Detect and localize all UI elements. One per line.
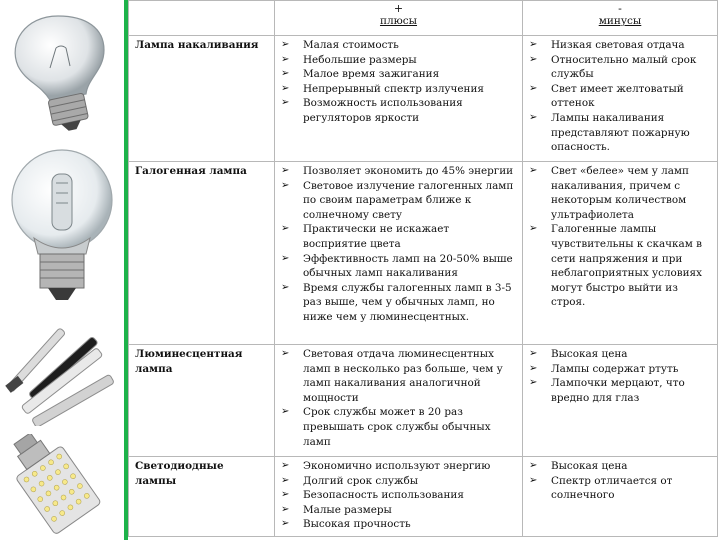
table-row bbox=[129, 36, 718, 162]
list-item: ➢ Время службы галогенных ламп в 3-5 раз выше, чем у обычных ламп, но ниже чем у люминесцентных. bbox=[281, 281, 516, 325]
pros-cell bbox=[275, 457, 523, 537]
list-item: ➢ Эффективность ламп на 20-50% выше обычных ламп накаливания bbox=[281, 252, 516, 281]
list-item: ➢ Экономично используют энергию bbox=[281, 459, 516, 474]
lamp-name: Светодиодные лампы bbox=[129, 457, 275, 537]
pros-header: плюсы bbox=[379, 15, 418, 27]
list-item: ➢ Лампы содержат ртуть bbox=[529, 362, 711, 377]
list-item: ➢ Спектр отличается от солнечного bbox=[529, 474, 711, 503]
lamp-name: Лампа накаливания bbox=[129, 36, 275, 162]
pros-cell bbox=[275, 345, 523, 457]
table-row bbox=[129, 345, 718, 457]
list-item: ➢ Относительно малый срок службы bbox=[529, 53, 711, 82]
list-item: ➢ Возможность использования регуляторов яркости bbox=[281, 96, 516, 125]
table-row bbox=[129, 162, 718, 345]
list-item: ➢ Высокая цена bbox=[529, 347, 711, 362]
lamp-name: Люминесцентная лампа bbox=[129, 345, 275, 457]
list-item: ➢ Галогенные лампы чувствительны к скачкам в сети напряжения и при неблагоприятных условиях могут быстро выйти из строя. bbox=[529, 222, 711, 310]
list-item: ➢ Высокая прочность bbox=[281, 517, 516, 532]
list-item: ➢ Низкая световая отдача bbox=[529, 38, 711, 53]
list-item: ➢ Непрерывный спектр излучения bbox=[281, 82, 516, 97]
cons-cell bbox=[523, 162, 718, 345]
cons-header-cell bbox=[523, 1, 718, 36]
pros-cell bbox=[275, 36, 523, 162]
list-item: ➢ Малые размеры bbox=[281, 503, 516, 518]
list-item: ➢ Высокая цена bbox=[529, 459, 711, 474]
cons-cell bbox=[523, 345, 718, 457]
list-item: ➢ Свет «белее» чем у ламп накаливания, причем с некоторым количеством ультрафиолета bbox=[529, 164, 711, 222]
cons-cell bbox=[523, 36, 718, 162]
table-row bbox=[129, 457, 718, 537]
list-item: ➢ Долгий срок службы bbox=[281, 474, 516, 489]
list-item: ➢ Лампочки мерцают, что вредно для глаз bbox=[529, 376, 711, 405]
minus-sign: - bbox=[618, 2, 622, 15]
list-item: ➢ Малая стоимость bbox=[281, 38, 516, 53]
list-item: ➢ Безопасность использования bbox=[281, 488, 516, 503]
list-item: ➢ Световое излучение галогенных ламп по своим параметрам ближе к солнечному свету bbox=[281, 179, 516, 223]
cons-header: минусы bbox=[598, 15, 642, 27]
list-item: ➢ Световая отдача люминесцентных ламп в несколько раз больше, чем у ламп накаливания аналогичной мощности bbox=[281, 347, 516, 405]
led-lamp-image bbox=[0, 434, 122, 538]
list-item: ➢ Свет имеет желтоватый оттенок bbox=[529, 82, 711, 111]
cons-cell bbox=[523, 457, 718, 537]
plus-sign: + bbox=[393, 2, 404, 15]
halogen-bulb-image bbox=[0, 138, 122, 308]
pros-cell bbox=[275, 162, 523, 345]
incandescent-bulb-image bbox=[0, 8, 122, 132]
image-column bbox=[0, 0, 124, 540]
header-row bbox=[129, 1, 718, 36]
list-item: ➢ Небольшие размеры bbox=[281, 53, 516, 68]
pros-header-cell bbox=[275, 1, 523, 36]
name-header-cell bbox=[129, 1, 275, 36]
list-item: ➢ Срок службы может в 20 раз превышать срок службы обычных ламп bbox=[281, 405, 516, 449]
list-item: ➢ Практически не искажает восприятие цвета bbox=[281, 222, 516, 251]
list-item: ➢ Позволяет экономить до 45% энергии bbox=[281, 164, 516, 179]
fluorescent-lamps-image bbox=[0, 318, 122, 426]
list-item: ➢ Малое время зажигания bbox=[281, 67, 516, 82]
list-item: ➢ Лампы накаливания представляют пожарную опасность. bbox=[529, 111, 711, 155]
lamp-name: Галогенная лампа bbox=[129, 162, 275, 345]
lamp-comparison-table bbox=[128, 0, 718, 537]
